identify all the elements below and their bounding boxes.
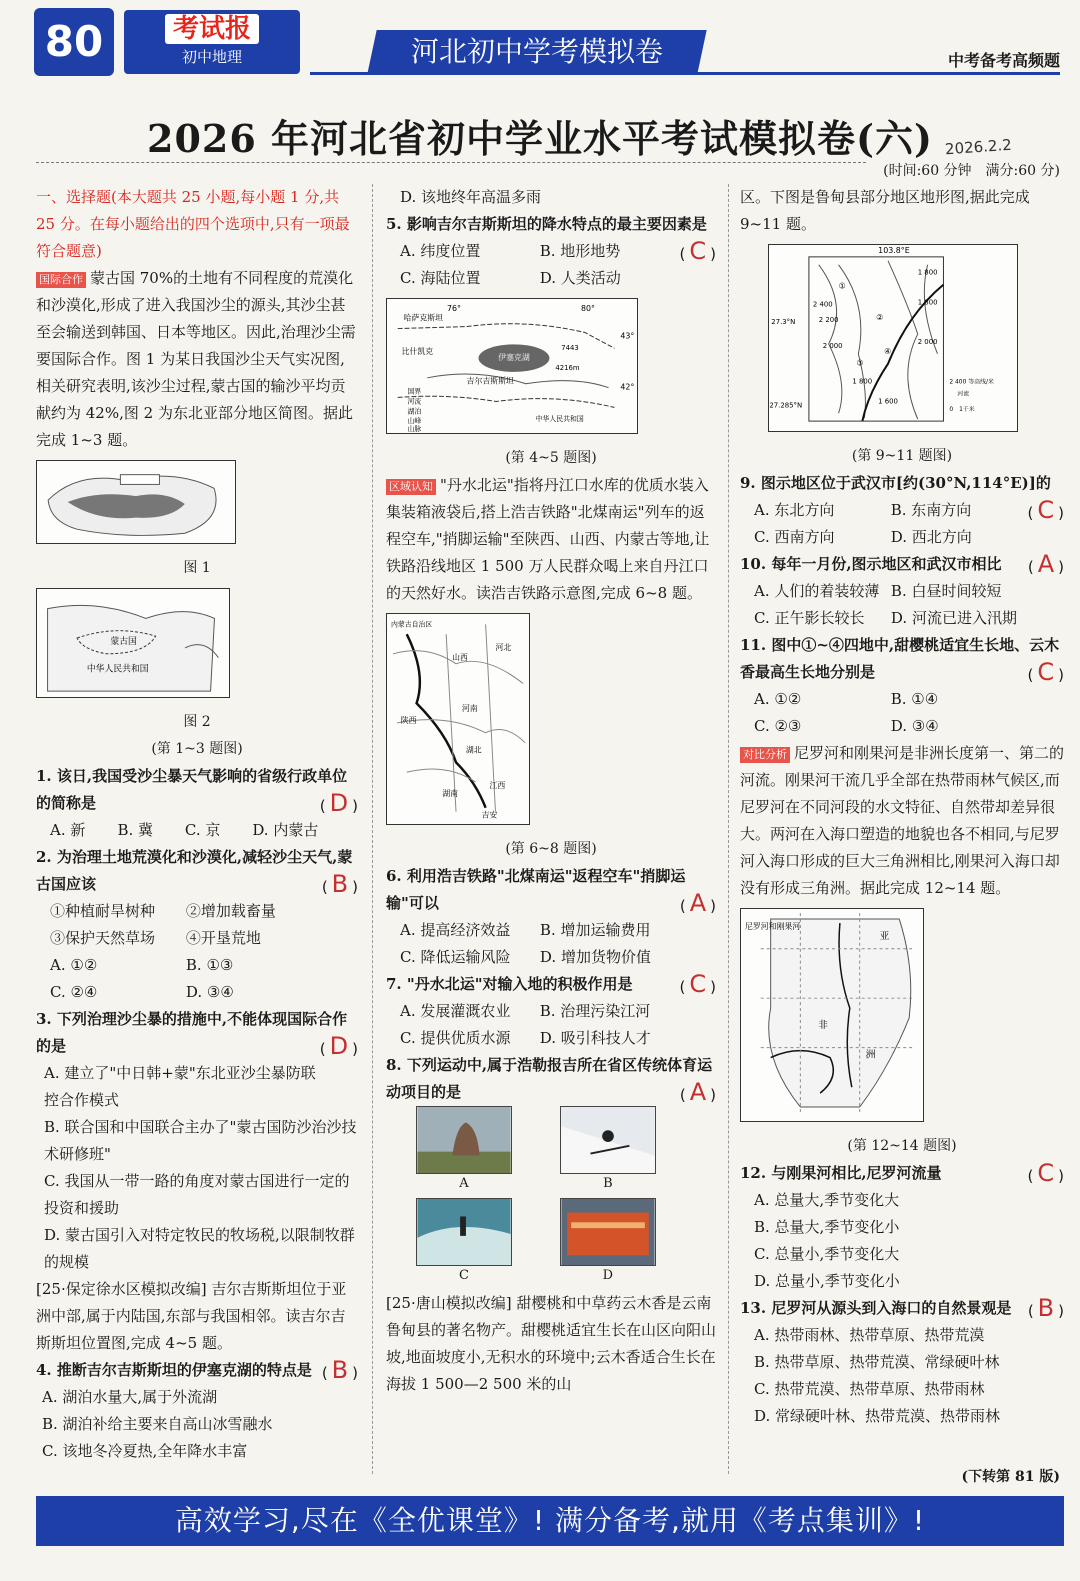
option[interactable]: B. 湖泊补给主要来自高山冰雪融水 (42, 1415, 273, 1433)
option[interactable]: D. 该地终年高温多雨 (400, 188, 542, 206)
map-label: 中华人民共和国 (86, 664, 149, 675)
item: ②增加载畜量 (185, 902, 276, 920)
option[interactable]: D. 河流已进入汛期 (890, 609, 1017, 627)
option[interactable]: B. 地形地势 (539, 242, 621, 260)
map-label: 吉尔吉斯斯坦 (466, 376, 514, 386)
figure-caption: (第 9~11 题图) (851, 448, 953, 464)
contour-label: 1 800 (917, 268, 938, 277)
africa-rivers-map (740, 908, 924, 1122)
option[interactable]: A. ①② (754, 690, 802, 708)
header-right-label: 中考备考高频题 (947, 51, 1060, 70)
legend-label: 2 400 等高线/米 (949, 378, 994, 386)
figure-caption: (第 12~14 题图) (847, 1138, 957, 1154)
tag-label: 对比分析 (740, 747, 790, 763)
map-label: 非 (818, 1019, 829, 1031)
handwritten-answer: D (329, 1032, 349, 1060)
map-label: 湖南 (442, 788, 458, 798)
map-label: 哈萨克斯坦 (403, 313, 443, 323)
column-divider (728, 184, 729, 1474)
option[interactable]: A. 新 (50, 821, 86, 839)
map-label: 43° (620, 331, 635, 341)
option[interactable]: B. ①④ (890, 690, 939, 708)
handwritten-answer: C (1037, 658, 1055, 686)
figure-1-dust-map (36, 460, 236, 544)
map-label: 103.8°E (878, 245, 910, 255)
map-label: 伊塞克湖 (498, 353, 530, 363)
brand-logo: 考试报 (165, 14, 259, 44)
contour-label: 2 000 (917, 337, 938, 346)
map-label: 内蒙古自治区 (390, 620, 433, 629)
map-label: 河北 (495, 642, 512, 652)
option[interactable]: B. 冀 (117, 821, 153, 839)
question-6: 6. 利用浩吉铁路"北煤南运"返程空车"捎脚运输"可以 ( A ) (386, 863, 716, 917)
map-label: 吉安 (481, 810, 498, 820)
question-9: 9. 图示地区位于武汉市[约(30°N,114°E)]的 ( C ) (740, 470, 1064, 497)
option[interactable]: A. 建立了"中日韩+蒙"东北亚沙尘暴防联控合作模式 (44, 1064, 316, 1109)
map-label: 比什凯克 (401, 347, 434, 357)
page-number: 80 (34, 8, 114, 76)
map-label: 洲 (865, 1049, 876, 1061)
point-label: ② (876, 313, 884, 323)
answer-blank[interactable]: ( D ) (319, 789, 358, 817)
skiing-photo (560, 1106, 656, 1174)
continued-note: (下转第 81 版) (961, 1469, 1060, 1485)
item: ①种植耐旱树种 (50, 902, 156, 920)
option[interactable]: B. 增加运输费用 (539, 921, 651, 939)
section-heading: 一、选择题(本大题共 25 小题,每小题 1 分,共 25 分。在每小题给出的四个选项中,只有一项最符合题意) (36, 188, 350, 260)
time-info: (时间:60 分钟 满分:60 分) (883, 163, 1060, 179)
haoji-railway-map (386, 613, 530, 825)
handwritten-answer: C (1037, 1159, 1055, 1187)
handwritten-answer: A (1037, 550, 1055, 578)
title-rule (36, 162, 866, 163)
legend-label: 山峰 (407, 417, 422, 426)
question-1: 1. 该日,我国受沙尘暴天气影响的省级行政单位的简称是 ( D ) (36, 763, 358, 817)
handwritten-answer: D (329, 789, 349, 817)
contour-label: 2 000 (822, 341, 843, 350)
question-8: 8. 下列运动中,属于浩勒报吉所在省区传统体育运动项目的是 ( A ) (386, 1052, 716, 1106)
option[interactable]: C. 总量小,季节变化大 (754, 1245, 900, 1263)
handwritten-answer: C (1037, 496, 1055, 524)
map-label: 27.3°N (771, 318, 796, 327)
option[interactable]: C. 该地冬冷夏热,全年降水丰富 (42, 1442, 248, 1460)
ludian-contour-map (768, 244, 1018, 432)
map-label: 江西 (489, 781, 506, 791)
question-13: 13. 尼罗河从源头到入海口的自然景观是 ( B ) (740, 1295, 1064, 1322)
kyrgyzstan-map (386, 298, 638, 434)
option[interactable]: D. 内蒙古 (252, 821, 319, 839)
question-1-options (36, 817, 320, 844)
figure-caption: (第 4~5 题图) (505, 450, 597, 466)
answer-blank[interactable]: ( D ) (319, 1032, 358, 1060)
column-2 (386, 184, 716, 1398)
sport-photos (386, 1106, 680, 1290)
option[interactable]: B. 白昼时间较短 (890, 582, 1002, 600)
contour-label: 1 800 (917, 298, 938, 307)
handwritten-answer: A (689, 1078, 707, 1106)
question-5: 5. 影响吉尔吉斯斯坦的降水特点的最主要因素是 ( C ) (386, 211, 716, 238)
brand-subtitle: 初中地理 (181, 48, 242, 66)
question-6-options (386, 917, 680, 971)
tag-label: 区域认知 (386, 479, 436, 495)
figure-2-label: 图 2 (183, 714, 211, 730)
column-3 (740, 184, 1064, 1430)
option[interactable]: C. 正午影长较长 (754, 609, 865, 627)
question-4-options (36, 1384, 358, 1465)
legend-label: 湖泊 (407, 407, 422, 416)
answer-blank[interactable]: ( C ) (679, 970, 716, 998)
option[interactable]: D. 人类活动 (539, 269, 621, 287)
answer-blank[interactable]: ( C ) (679, 237, 716, 265)
contour-label: 2 200 (818, 316, 839, 325)
figure-caption: (第 1~3 题图) (151, 741, 243, 757)
header-rule (310, 72, 1060, 75)
handwritten-answer: B (331, 870, 349, 898)
option[interactable]: A. 总量大,季节变化大 (754, 1191, 900, 1209)
header-banner: 河北初中学考模拟卷 (367, 30, 706, 74)
map-label: 河南 (461, 704, 478, 714)
handwritten-answer: C (689, 237, 707, 265)
option[interactable]: C. 西南方向 (754, 528, 835, 546)
question-5-options (386, 238, 680, 292)
page-header (0, 0, 1080, 88)
question-10-options (740, 578, 1028, 632)
map-label: 中华人民共和国 (535, 415, 584, 424)
photo-option-c[interactable]: C (392, 1198, 536, 1286)
question-2-items (36, 898, 322, 1006)
handwritten-answer: C (689, 970, 707, 998)
option[interactable]: B. 东南方向 (890, 501, 972, 519)
handwritten-answer: B (331, 1356, 349, 1384)
figure-1-label: 图 1 (183, 560, 211, 576)
intro-passage: 区域认知 "丹水北运"指将丹江口水库的优质水装入集装箱液袋后,搭上浩吉铁路"北煤南运"列车的返程空车,"捎脚运输"至陕西、山西、内蒙古等地,让铁路沿线地区 1 500 万人民群众喝上来自丹江口的天然好水。读浩吉铁路示意图,完成 6~8 题。 (386, 476, 710, 602)
brand-box (124, 10, 300, 74)
answer-blank[interactable]: ( A ) (1027, 550, 1064, 578)
option[interactable]: C. ②④ (50, 983, 98, 1001)
answer-blank[interactable]: ( C ) (1027, 1159, 1064, 1187)
contour-label: 2 400 (812, 300, 833, 309)
option[interactable]: C. 我国从一带一路的角度对蒙古国进行一定的投资和援助 (44, 1172, 350, 1217)
handwritten-date: 2026.2.2 (944, 135, 1013, 159)
map-label: 湖北 (465, 745, 482, 755)
option[interactable]: D. ③④ (185, 983, 234, 1001)
map-title: 尼罗河和刚果河 (744, 921, 801, 931)
photo-option-d[interactable]: D (536, 1198, 680, 1286)
question-7: 7. "丹水北运"对输入地的积极作用是 ( C ) (386, 971, 716, 998)
point-label: ③ (856, 358, 864, 368)
handwritten-answer: A (689, 889, 707, 917)
option[interactable]: B. 治理污染江河 (539, 1002, 651, 1020)
legend-label: 河流 (957, 390, 970, 398)
intro-passage: 对比分析 尼罗河和刚果河是非洲长度第一、第二的河流。刚果河干流几乎全部在热带雨林气候区,而尼罗河在不同河段的水文特征、自然带却差异很大。两河在入海口塑造的地貌也各不相同,与尼罗河入海口形成的巨大三角洲相比,刚果河入海口却没有形成三角洲。据此完成 12~14 题。 (740, 744, 1065, 897)
option[interactable]: C. 京 (184, 821, 221, 839)
figure-caption: (第 6~8 题图) (505, 841, 597, 857)
map-label: 7443 (561, 344, 579, 353)
wrestling-photo (416, 1106, 512, 1174)
answer-blank[interactable]: ( C ) (1027, 496, 1064, 524)
option[interactable]: D. 增加货物价值 (539, 948, 651, 966)
question-7-options (386, 998, 680, 1052)
option[interactable]: D. 西北方向 (890, 528, 972, 546)
exam-title: 2026 年河北省初中学业水平考试模拟卷(六) (147, 116, 933, 161)
question-10: 10. 每年一月份,图示地区和武汉市相比 ( A ) (740, 551, 1064, 578)
question-9-options (740, 497, 1028, 551)
map-label: 蒙古国 (110, 636, 137, 647)
answer-blank[interactable]: ( A ) (679, 1078, 716, 1106)
option[interactable]: A. 纬度位置 (400, 242, 481, 260)
option[interactable]: B. 联合国和中国联合主办了"蒙古国防沙治沙技术研修班" (44, 1118, 357, 1163)
question-4: 4. 推断吉尔吉斯斯坦的伊塞克湖的特点是 ( B ) (36, 1357, 358, 1384)
question-12-options (740, 1187, 1064, 1295)
option[interactable]: A. 湖泊水量大,属于外流湖 (42, 1388, 218, 1406)
option[interactable]: D. 吸引科技人才 (539, 1029, 651, 1047)
map-label: 亚 (879, 930, 890, 942)
point-label: ④ (884, 346, 892, 356)
legend-label: 河流 (407, 397, 422, 406)
option[interactable]: D. 蒙古国引入对特定牧民的牧场税,以限制牧群的规模 (44, 1226, 355, 1271)
tag-label: 国际合作 (36, 272, 86, 288)
option[interactable]: B. 总量大,季节变化小 (754, 1218, 900, 1236)
option[interactable]: A. 发展灌溉农业 (400, 1002, 511, 1020)
intro-passage: 国际合作 蒙古国 70%的土地有不同程度的荒漠化和沙漠化,形成了进入我国沙尘的源头,其沙尘甚至会输送到韩国、日本等地区。因此,治理沙尘需要国际合作。图 1 为某日我国沙尘天气实况图,相关研究表明,该沙尘过程,蒙古国的输沙平均贡献约为 42%,图 2 为东北亚部分地区简图。据此完成 1~3 题。 (36, 269, 356, 449)
intro-passage-continued: 区。下图是鲁甸县部分地区地形图,据此完成 9~11 题。 (740, 188, 1030, 233)
answer-blank[interactable]: ( B ) (321, 1356, 358, 1384)
answer-blank[interactable]: ( A ) (679, 889, 716, 917)
surfing-photo (416, 1198, 512, 1266)
handwritten-answer: B (1037, 1294, 1055, 1322)
question-11: 11. 图中①~④四地中,甜樱桃适宜生长地、云木香最高生长地分别是 ( C ) (740, 632, 1064, 686)
option[interactable]: A. 热带雨林、热带草原、热带荒漠 (754, 1326, 985, 1344)
column-1 (36, 184, 358, 1465)
question-2: 2. 为治理土地荒漠化和沙漠化,减轻沙尘天气,蒙古国应该 ( B ) (36, 844, 358, 898)
map-label: 42° (620, 382, 635, 392)
map-label: 山西 (452, 652, 468, 662)
photo-option-b[interactable]: B (536, 1106, 680, 1194)
figure-2-northeast-asia-map (36, 588, 230, 698)
photo-option-a[interactable]: A (392, 1106, 536, 1194)
map-label: 80° (580, 303, 595, 313)
question-3: 3. 下列治理沙尘暴的措施中,不能体现国际合作的是 ( D ) (36, 1006, 358, 1060)
intro-passage: [25·保定徐水区模拟改编] 吉尔吉斯斯坦位于亚洲中部,属于内陆国,东部与我国相邻。读吉尔吉斯斯坦位置图,完成 4~5 题。 (36, 1280, 347, 1352)
answer-blank[interactable]: ( B ) (321, 870, 358, 898)
option[interactable]: A. 人们的着装较薄 (754, 582, 880, 600)
map-label: 陕西 (400, 715, 417, 725)
option[interactable]: D. ③④ (890, 717, 939, 735)
option[interactable]: A. 提高经济效益 (400, 921, 511, 939)
question-3-options (36, 1060, 358, 1276)
point-label: ① (838, 281, 846, 291)
option[interactable]: C. 热带荒漠、热带草原、热带雨林 (754, 1380, 985, 1398)
option[interactable]: C. ②③ (754, 717, 802, 735)
intro-passage: [25·唐山模拟改编] 甜樱桃和中草药云木香是云南鲁甸县的著名物产。甜樱桃适宜生长在山区向阳山坡,地面坡度小,无积水的环境中;云木香适合生长在海拔 1 500—2 500 米的山 (386, 1294, 717, 1393)
contour-label: 1 600 (878, 397, 898, 406)
item: ④开垦荒地 (185, 929, 261, 947)
option[interactable]: B. 热带草原、热带荒漠、常绿硬叶林 (754, 1353, 1000, 1371)
map-label: 76° (446, 303, 461, 313)
map-label: 4216m (555, 363, 580, 372)
contour-label: 1 800 (852, 377, 873, 386)
option[interactable]: A. 东北方向 (754, 501, 835, 519)
question-13-options (740, 1322, 1064, 1430)
option[interactable]: D. 总量小,季节变化小 (754, 1272, 900, 1290)
column-divider (372, 184, 373, 1474)
option[interactable]: D. 常绿硬叶林、热带荒漠、热带雨林 (754, 1407, 1001, 1425)
map-label: 27.285°N (769, 401, 803, 410)
scale-label: 0 1千米 (949, 406, 975, 414)
option[interactable]: A. ①② (50, 956, 98, 974)
option[interactable]: C. 降低运输风险 (400, 948, 511, 966)
legend-label: 国界 (407, 387, 422, 396)
legend-label: 山脉 (407, 425, 422, 434)
item: ③保护天然草场 (50, 929, 156, 947)
option[interactable]: C. 提供优质水源 (400, 1029, 511, 1047)
option[interactable]: B. ①③ (185, 956, 234, 974)
option[interactable]: C. 海陆位置 (400, 269, 481, 287)
question-11-options (740, 686, 1028, 740)
answer-blank[interactable]: ( B ) (1027, 1294, 1064, 1322)
answer-blank[interactable]: ( C ) (1027, 658, 1064, 686)
bottom-banner: 高效学习,尽在《全优课堂》! 满分备考,就用《考点集训》! (36, 1496, 1064, 1546)
dragon-boat-photo (560, 1198, 656, 1266)
question-12: 12. 与刚果河相比,尼罗河流量 ( C ) (740, 1160, 1064, 1187)
